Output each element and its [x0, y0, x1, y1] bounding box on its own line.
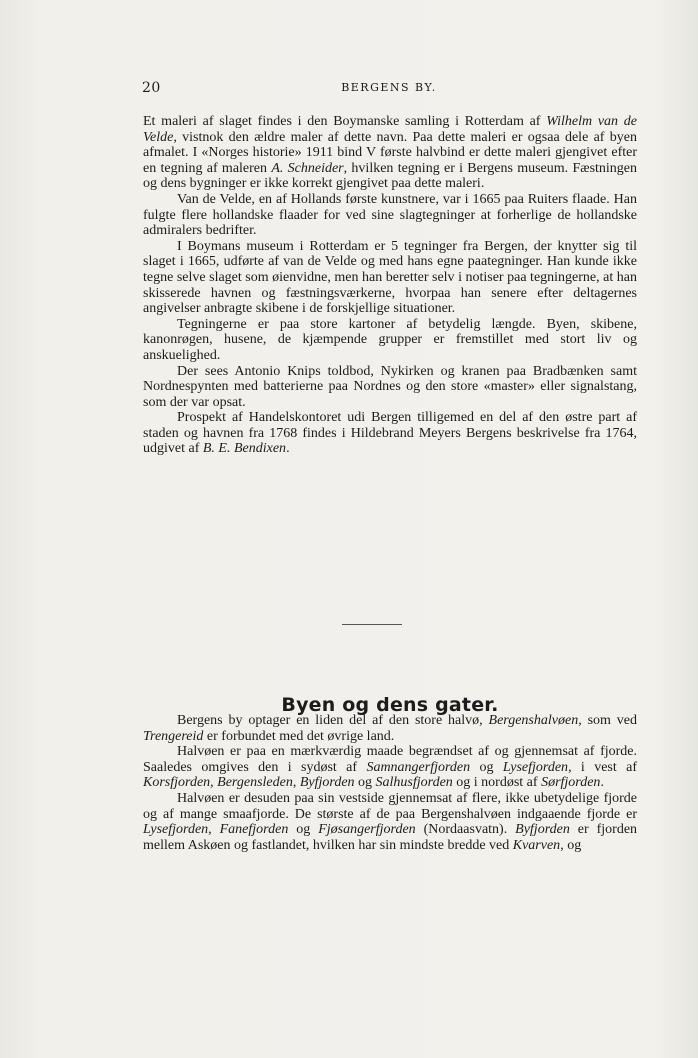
- text-run: Halvøen er desuden paa sin vestside gjennemsat af flere, ikke ubetydelige fjorde og af mange smaafjorde. De største af de paa Bergenshalvøen indgaaende fjorde er: [143, 790, 637, 822]
- italic-text: Salhusfjorden: [375, 775, 453, 791]
- text-run: ,: [208, 822, 220, 838]
- italic-text: A. Schneider: [271, 160, 344, 176]
- paragraph: [143, 744, 637, 791]
- italic-text: Fjøsangerfjorden: [318, 822, 416, 838]
- italic-text: Byfjorden: [299, 775, 355, 791]
- text-run: Prospekt af Handelskontoret udi Bergen tilligemed en del af den østre part af staden og havnen fra 1768 findes i Hildebrand Meyers Bergens beskrivelse fra 1764, udgivet af: [143, 410, 637, 457]
- italic-text: Bergensleden: [217, 775, 293, 791]
- text-run: ,: [292, 775, 300, 791]
- text-run: og: [470, 759, 503, 775]
- text-run: Et maleri af slaget findes i den Boymanske samling i Rotterdam af: [143, 114, 547, 129]
- text-run: I Boymans museum i Rotterdam er 5 tegninger fra Bergen, der knytter sig til slaget i 1665, udførte af van de Velde og med hans egne paategninger. Han kunde ikke tegne selve slaget som øienvidne, men han beretter selv i notiser paa tegningerne, at han skisserede havnen og fæstningsværkerne, hvorpaa han senere efter deltagernes angivelser anbragte skibene i de forskjellige situationer.: [143, 238, 637, 317]
- text-run: Der sees Antonio Knips toldbod, Nykirken og kranen paa Bradbænken samt Nordnespynten med batterierne paa Nordnes og den store «master» eller signalstang, som der var opsat.: [143, 363, 637, 410]
- italic-text: Byfjorden: [515, 822, 570, 838]
- text-run: , vistnok den ældre maler af dette navn. Paa dette maleri er ogsaa dele af byen afmalet. I «Norges historie» 1911 bind V første halvbind er dette maleri gjengivet efter en tegning af maleren: [143, 129, 637, 176]
- text-run: .: [600, 775, 604, 791]
- text-run: Van de Velde, en af Hollands første kunstnere, var i 1665 paa Ruiters flaade. Han fulgte flere hollandske flaader for ved sine slagtegninger at forherlige de hollandske admiralers bedrifter.: [143, 191, 637, 239]
- text-run: og: [354, 775, 376, 791]
- italic-text: Bergenshalvøen: [488, 713, 579, 728]
- text-run: , som ved: [578, 713, 637, 728]
- running-head: [142, 80, 636, 98]
- section-divider: [342, 624, 402, 625]
- italic-text: Wilhelm van de Velde: [143, 114, 637, 145]
- text-run: Bergens by optager en liden del af den store halvø,: [177, 713, 489, 728]
- italic-text: Lysefjorden: [143, 822, 209, 838]
- text-run: ,: [210, 775, 218, 791]
- italic-text: Samnangerfjorden: [366, 759, 471, 775]
- text-run: Halvøen er paa en mærkværdig maade begrændset af og gjennemsat af fjorde. Saaledes omgives den i sydøst af: [143, 744, 637, 775]
- paragraph: [143, 410, 637, 457]
- page-number: 20: [142, 80, 161, 96]
- text-run: Tegningerne er paa store kartoner af betydelig længde. Byen, skibene, kanonrøgen, husene, de kjæmpende grupper er fremstillet med stort liv og anskuelighed.: [143, 316, 637, 363]
- italic-text: B. E. Bendixen: [202, 441, 287, 457]
- paragraph: [143, 791, 637, 853]
- italic-text: Sørfjorden: [541, 775, 601, 791]
- text-run: , og: [560, 837, 582, 853]
- text-run: , i vest af: [568, 759, 638, 775]
- text-run: er forbundet med det øvrige land.: [203, 728, 395, 744]
- paragraph: [143, 192, 637, 239]
- text-run: er fjorden mellem Askøen og fastlandet, hvilken har sin mindste bredde ved: [143, 822, 638, 853]
- paragraph: [143, 364, 637, 411]
- italic-text: Korsfjorden: [143, 775, 211, 791]
- paragraph: [143, 114, 637, 192]
- text-run: , hvilken tegning er i Bergens museum. Fæstningen og dens bygninger er ikke korrekt gjengivet paa dette maleri.: [143, 160, 638, 192]
- italic-text: Kvarven: [512, 837, 561, 853]
- section-paintings: [143, 114, 637, 457]
- text-run: .: [286, 441, 290, 457]
- paragraph: [143, 317, 637, 364]
- section-city-streets: [143, 713, 637, 853]
- italic-text: Fanefjorden: [219, 822, 289, 838]
- section-heading: Byen og dens gater.: [281, 693, 499, 716]
- italic-text: Lysefjorden: [502, 759, 569, 775]
- italic-text: Trengereid: [143, 728, 204, 744]
- text-run: og i nordøst af: [452, 775, 542, 791]
- paragraph: [143, 713, 637, 744]
- paragraph: [143, 239, 637, 317]
- text-run: (Nordaasvatn).: [415, 822, 516, 838]
- running-head-title: BERGENS BY.: [341, 81, 437, 94]
- text-run: og: [288, 822, 319, 838]
